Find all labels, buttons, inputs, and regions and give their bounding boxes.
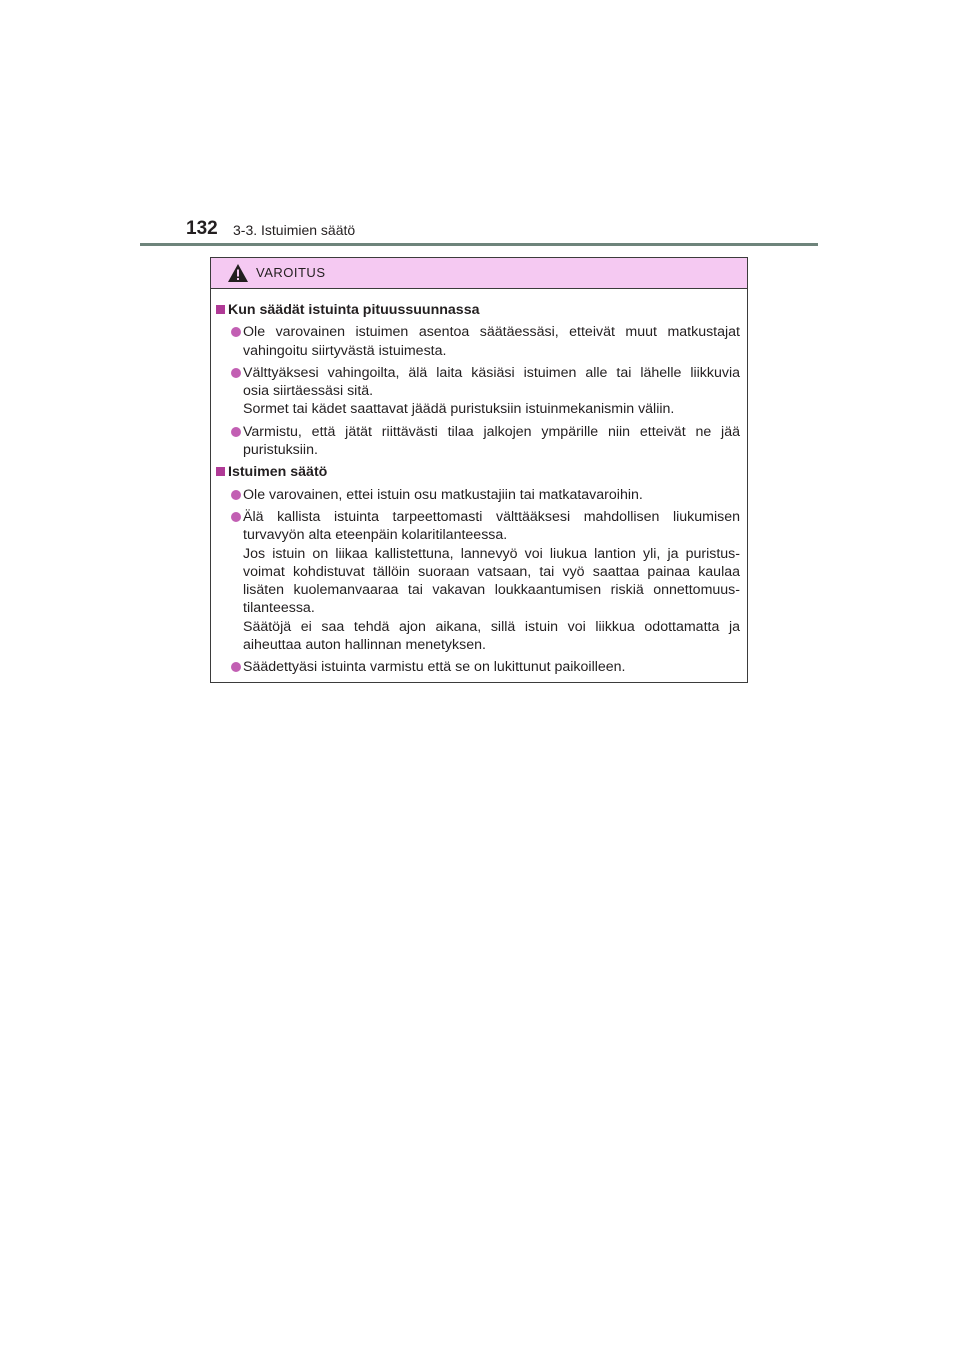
dot-bullet-icon: [231, 368, 241, 378]
page-number: 132: [186, 218, 218, 239]
list-item: Välttyäksesi vahingoilta, älä laita käsiäsi istuimen alle tai lähelle liikkuvia osia siirtäessäsi sitä. Sormet tai kädet saattavat jäädä puristuksiin istuinmekanismin väliin.: [216, 364, 740, 419]
list-item: Ole varovainen, ettei istuin osu matkustajiin tai matkatavaroihin.: [216, 486, 740, 504]
square-bullet-icon: [216, 467, 225, 476]
warning-triangle-icon: [227, 263, 249, 283]
dot-bullet-icon: [231, 512, 241, 522]
warning-title: VAROITUS: [256, 265, 326, 280]
warning-header: [211, 258, 747, 289]
topic-heading: Istuimen säätö: [216, 463, 740, 481]
list-item: Varmistu, että jätät riittävästi tilaa jalkojen ympärille niin etteivät ne jää puristuksiin.: [216, 423, 740, 460]
topic-heading: Kun säädät istuinta pituussuunnassa: [216, 301, 740, 319]
dot-bullet-icon: [231, 427, 241, 437]
warning-box: [210, 257, 748, 683]
dot-bullet-icon: [231, 327, 241, 337]
dot-bullet-icon: [231, 490, 241, 500]
list-item: Älä kallista istuinta tarpeettomasti välttääksesi mahdollisen liukumisen turvavyön alta eteenpäin kolaritilanteessa. Jos istuin on liikaa kallistettuna, lannevyö voi liukua lantion yli, ja puristus- voimat kohdistuvat tällöin suoraan vatsaan, tai vyö saattaa painaa kaulaa lisäten kuolemanvaaraa tai vakavan loukkaantumisen riskiä onnettomuus- tilanteessa. Säätöjä ei saa tehdä ajon aikana, sillä istuin voi liikkua odottamatta ja aiheuttaa auton hallinnan menetyksen.: [216, 508, 740, 654]
header-rule: [140, 243, 818, 246]
list-item: Ole varovainen istuimen asentoa säätäessäsi, etteivät muut matkustajat vahingoitu siirtyvästä istuimesta.: [216, 323, 740, 360]
dot-bullet-icon: [231, 662, 241, 672]
section-title: 3-3. Istuimien säätö: [233, 222, 356, 238]
list-item: Säädettyäsi istuinta varmistu että se on lukittunut paikoilleen.: [216, 658, 740, 676]
warning-body: [211, 289, 747, 677]
square-bullet-icon: [216, 305, 225, 314]
